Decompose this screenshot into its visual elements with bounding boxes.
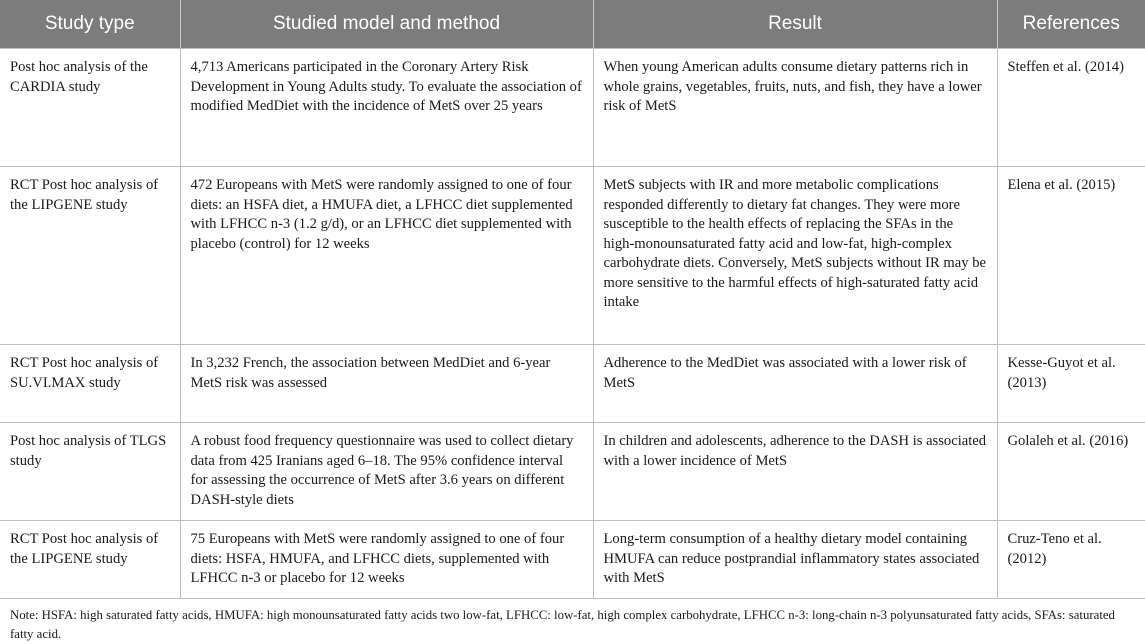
cell-result: Long-term consumption of a healthy dietary model containing HMUFA can reduce postprandial inflammatory states associated with MetS xyxy=(593,521,997,599)
cell-method: A robust food frequency questionnaire was used to collect dietary data from 425 Iranians aged 6–18. The 95% confidence interval for assessing the occurrence of MetS after 3.6 years on different DASH-style diets xyxy=(180,423,593,521)
cell-method: 4,713 Americans participated in the Coronary Artery Risk Development in Young Adults study. To evaluate the association of modified MedDiet with the incidence of MetS over 25 years xyxy=(180,49,593,167)
cell-reference: Elena et al. (2015) xyxy=(997,167,1145,345)
cell-result: When young American adults consume dietary patterns rich in whole grains, vegetables, fruits, nuts, and fish, they have a lower risk of MetS xyxy=(593,49,997,167)
cell-study-type: Post hoc analysis of the CARDIA study xyxy=(0,49,180,167)
header-references: References xyxy=(997,0,1145,49)
header-result: Result xyxy=(593,0,997,49)
table-row xyxy=(0,49,1145,167)
header-row xyxy=(0,0,1145,49)
table-row xyxy=(0,521,1145,599)
cell-result: Adherence to the MedDiet was associated with a lower risk of MetS xyxy=(593,345,997,423)
table-row xyxy=(0,423,1145,521)
cell-method: In 3,232 French, the association between MedDiet and 6-year MetS risk was assessed xyxy=(180,345,593,423)
cell-study-type: RCT Post hoc analysis of the LIPGENE study xyxy=(0,167,180,345)
cell-reference: Cruz-Teno et al. (2012) xyxy=(997,521,1145,599)
table-row xyxy=(0,167,1145,345)
header-studied-model-and-method: Studied model and method xyxy=(180,0,593,49)
cell-method: 75 Europeans with MetS were randomly assigned to one of four diets: HSFA, HMUFA, and LFHCC diets, supplemented with LFHCC n-3 or placebo for 12 weeks xyxy=(180,521,593,599)
cell-method: 472 Europeans with MetS were randomly assigned to one of four diets: an HSFA diet, a HMUFA diet, a LFHCC diet supplemented with LFHCC n-3 (1.2 g/d), or an LFHCC diet supplemented with placebo (control) for 12 weeks xyxy=(180,167,593,345)
cell-study-type: RCT Post hoc analysis of SU.VI.MAX study xyxy=(0,345,180,423)
cell-reference: Golaleh et al. (2016) xyxy=(997,423,1145,521)
cell-study-type: RCT Post hoc analysis of the LIPGENE study xyxy=(0,521,180,599)
table-header xyxy=(0,0,1145,49)
cell-result: MetS subjects with IR and more metabolic complications responded differently to dietary fat changes. They were more susceptible to the health effects of replacing the SFAs in the high-monounsaturated fatty acid and low-fat, high-complex carbohydrate diets. Conversely, MetS subjects without IR may be more sensitive to the harmful effects of high-saturated fatty acid intake xyxy=(593,167,997,345)
cell-result: In children and adolescents, adherence to the DASH is associated with a lower incidence of MetS xyxy=(593,423,997,521)
table-row xyxy=(0,345,1145,423)
cell-study-type: Post hoc analysis of TLGS study xyxy=(0,423,180,521)
cell-reference: Kesse-Guyot et al. (2013) xyxy=(997,345,1145,423)
table-body xyxy=(0,49,1145,599)
table-footnote: Note: HSFA: high saturated fatty acids, HMUFA: high monounsaturated fatty acids two low-fat, LFHCC: low-fat, high complex carbohydrate, LFHCC n-3: long-chain n-3 polyunsaturated fatty acids, SFAs: saturated fatty acid. xyxy=(10,608,1115,641)
header-study-type: Study type xyxy=(0,0,180,49)
cell-reference: Steffen et al. (2014) xyxy=(997,49,1145,167)
